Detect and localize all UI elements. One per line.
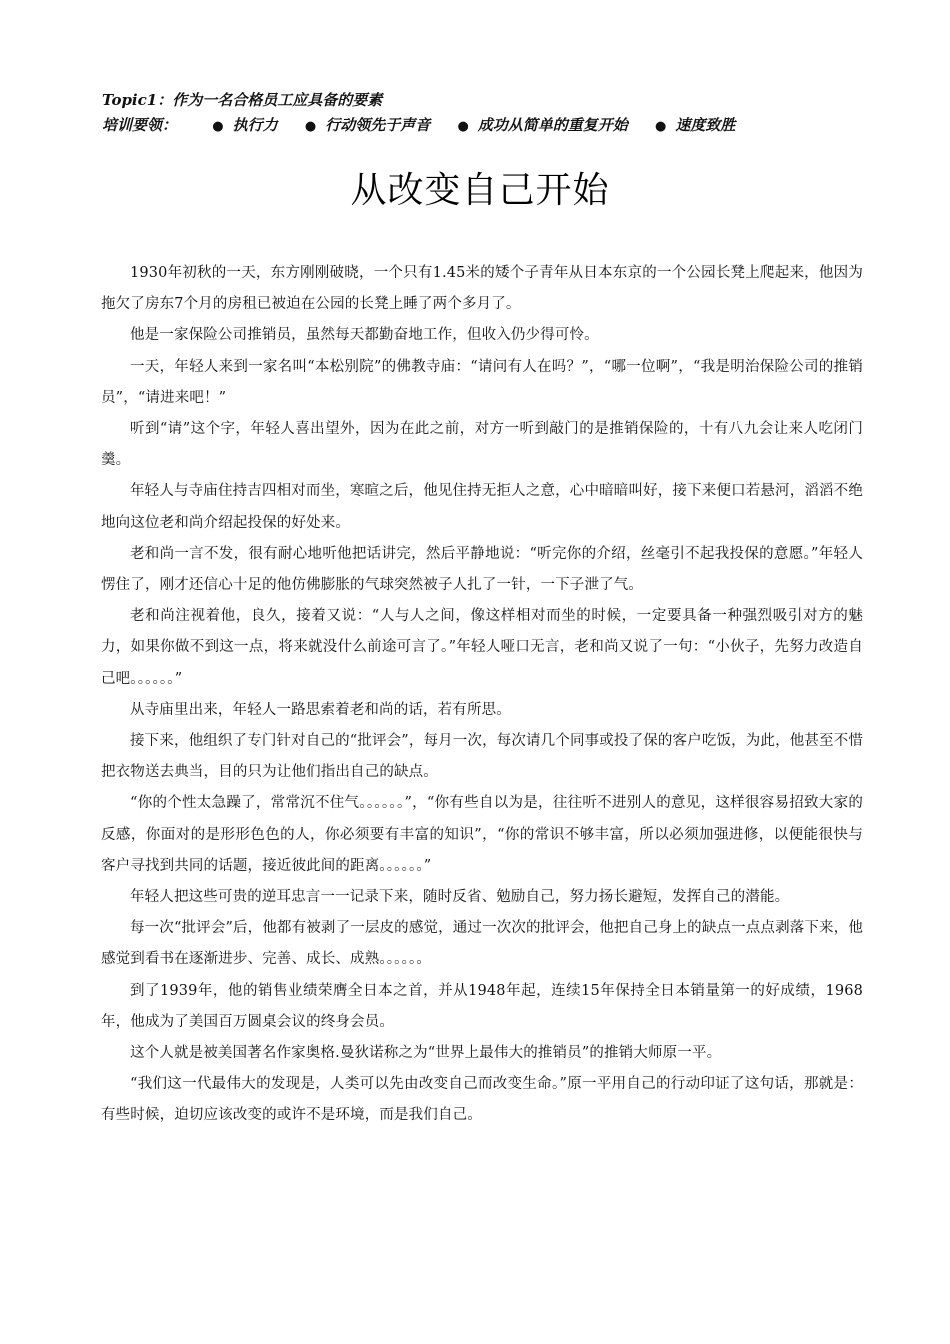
paragraph: 他是一家保险公司推销员，虽然每天都勤奋地工作，但收入仍少得可怜。 <box>130 327 599 344</box>
training-point <box>212 115 277 137</box>
training-point-text: 成功从简单的重复开始 <box>477 116 628 134</box>
paragraph: 听到“请”这个字，年轻人喜出望外，因为在此之前，对方一听到敲门的是推销保险的，十有八九会让来人吃闭门羹。 <box>101 421 863 469</box>
paragraph: 1930年初秋的一天，东方刚刚破晓，一个只有1.45米的矮个子青年从日本东京的一个公园长凳上爬起来，他因为拖欠了房东7个月的房租已被迫在公园的长凳上睡了两个多月了。 <box>101 265 863 313</box>
paragraph: 年轻人与寺庙住持吉四相对而坐，寒暄之后，他见住持无拒人之意，心中暗暗叫好，接下来便口若悬河，滔滔不绝地向这位老和尚介绍起投保的好处来。 <box>101 483 863 531</box>
paragraph: “你的个性太急躁了，常常沉不住气。。。。。。”，“你有些自以为是，往往听不进别人的意见，这样很容易招致大家的反感，你面对的是形形色色的人，你必须要有丰富的知识”，“你的常识不够丰富，所以必须加强进修，以便能很快与客户寻找到共同的话题，接近彼此间的距离。。。。。。” <box>101 795 863 874</box>
bullet-icon: ● <box>655 119 667 134</box>
paragraph: 年轻人把这些可贵的逆耳忠言一一记录下来，随时反省、勉励自己，努力扬长避短，发挥自己的潜能。 <box>130 889 790 906</box>
paragraph: 接下来，他组织了专门针对自己的“批评会”，每月一次，每次请几个同事或投了保的客户吃饭，为此，他甚至不惜把衣物送去典当，目的只为让他们指出自己的缺点。 <box>101 733 863 781</box>
paragraph: 老和尚注视着他，良久，接着又说：“人与人之间，像这样相对而坐的时候，一定要具备一种强烈吸引对方的魅力，如果你做不到这一点，将来就没什么前途可言了。”年轻人哑口无言，老和尚又说了一句：“小伙子，先努力改造自己吧。。。。。。” <box>101 608 863 687</box>
training-point <box>655 115 735 137</box>
training-points-line <box>102 115 757 137</box>
training-point-text: 执行力 <box>232 116 278 134</box>
training-point <box>457 115 627 137</box>
training-point-text: 行动领先于声音 <box>325 116 431 134</box>
page-title: 从改变自己开始 <box>350 170 610 211</box>
paragraph: 这个人就是被美国著名作家奥格.曼狄诺称之为“世界上最伟大的推销员”的推销大师原一平。 <box>130 1045 722 1062</box>
paragraph: “我们这一代最伟大的发现是，人类可以先由改变自己而改变生命。”原一平用自己的行动印证了这句话，那就是：有些时候，迫切应该改变的或许不是环境，而是我们自己。 <box>101 1076 863 1124</box>
paragraph: 老和尚一言不发，很有耐心地听他把话讲完，然后平静地说：“听完你的介绍，丝毫引不起我投保的意愿。”年轻人愣住了，刚才还信心十足的他仿佛膨胀的气球突然被子人扎了一针，一下子泄了气。 <box>101 545 863 594</box>
paragraph: 每一次“批评会”后，他都有被剥了一层皮的感觉，通过一次次的批评会，他把自己身上的缺点一点点剥落下来，他感觉到看书在逐渐进步、完善、成长、成熟。。。。。。 <box>101 920 863 968</box>
topic-heading: Topic1：作为一名合格员工应具备的要素 <box>102 91 383 109</box>
bullet-icon: ● <box>304 119 317 134</box>
article-body <box>101 258 863 1132</box>
training-point <box>305 115 430 137</box>
paragraph: 到了1939年，他的销售业绩荣膺全日本之首，并从1948年起，连续15年保持全日本销量第一的好成绩，1968年，他成为了美国百万圆桌会议的终身会员。 <box>101 982 863 1030</box>
bullet-icon: ● <box>457 119 469 134</box>
training-point-text: 速度致胜 <box>675 116 736 134</box>
paragraph: 从寺庙里出来，年轻人一路思索着老和尚的话，若有所思。 <box>130 701 511 718</box>
bullet-icon: ● <box>212 119 224 134</box>
paragraph: 一天，年轻人来到一家名叫“本松别院”的佛教寺庙：“请问有人在吗？”，“哪一位啊”，“我是明治保险公司的推销员”，“请进来吧！” <box>101 358 863 406</box>
training-label: 培训要领： <box>102 116 178 134</box>
